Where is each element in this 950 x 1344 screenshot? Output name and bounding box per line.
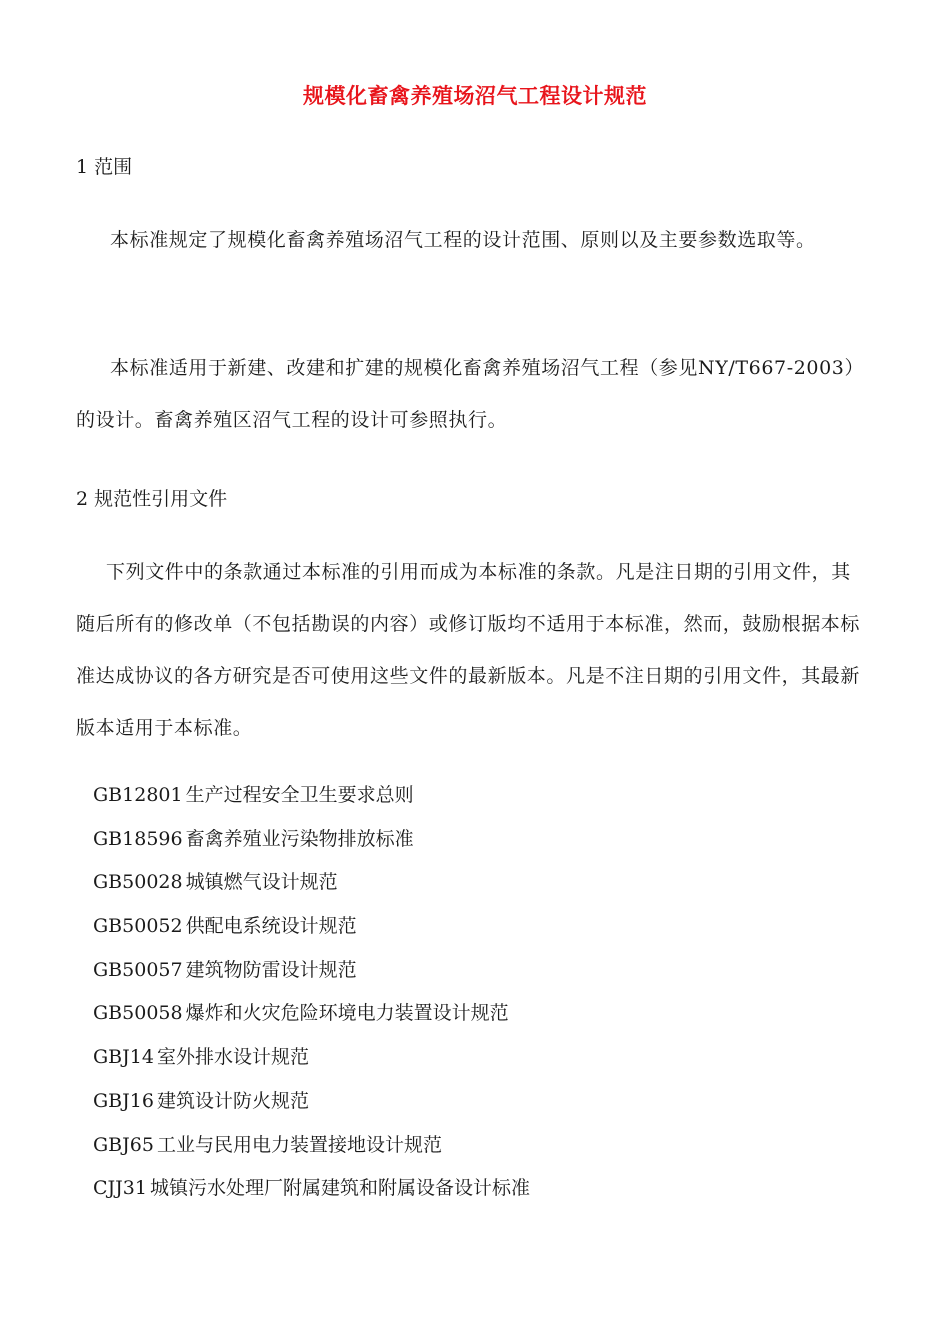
- reference-code: GB50058: [93, 1002, 183, 1025]
- reference-code: GB12801: [93, 784, 183, 806]
- reference-code: GBJ16: [93, 1089, 154, 1112]
- references-intro-paragraph: 下列文件中的条款通过本标准的引用而成为本标准的条款。凡是注日期的引用文件，其随后所有的修改单（不包括勘误的内容）或修订版均不适用于本标准，然而，鼓励根据本标准达成协议的各方研究是否可使用这些文件的最新版本。凡是不注日期的引用文件，其最新版本适用于本标准。: [76, 561, 861, 739]
- reference-name: 工业与民用电力装置接地设计规范: [156, 1133, 442, 1156]
- reference-name: 供配电系统设计规范: [185, 915, 357, 938]
- reference-code: GB18596: [93, 827, 183, 850]
- reference-name: 建筑设计防火规范: [156, 1089, 309, 1112]
- reference-item: [93, 824, 530, 868]
- reference-name: 城镇污水处理厂附属建筑和附属设备设计标准: [149, 1177, 530, 1200]
- reference-code: GBJ14: [93, 1046, 154, 1069]
- section-heading-scope: 1 范围: [76, 156, 133, 178]
- reference-item: [93, 998, 530, 1042]
- reference-name: 室外排水设计规范: [156, 1046, 309, 1069]
- reference-item: [93, 780, 530, 824]
- reference-code: CJJ31: [93, 1177, 147, 1200]
- reference-item: [93, 911, 530, 955]
- reference-name: 城镇燃气设计规范: [185, 871, 338, 894]
- reference-code: GB50052: [93, 915, 183, 938]
- reference-item: [93, 1086, 530, 1130]
- scope-paragraph-2: 本标准适用于新建、改建和扩建的规模化畜禽养殖场沼气工程（参见NY/T667-2003）的设计。畜禽养殖区沼气工程的设计可参照执行。: [76, 357, 865, 431]
- document-title: 规模化畜禽养殖场沼气工程设计规范: [303, 84, 647, 108]
- reference-item: [93, 955, 530, 999]
- reference-name: 爆炸和火灾危险环境电力装置设计规范: [185, 1002, 509, 1025]
- reference-name: 建筑物防雷设计规范: [185, 958, 357, 981]
- reference-name: 畜禽养殖业污染物排放标准: [185, 827, 414, 850]
- reference-code: GB50057: [93, 958, 183, 981]
- reference-item: [93, 867, 530, 911]
- reference-item: [93, 1042, 530, 1086]
- scope-paragraph-1: 本标准规定了规模化畜禽养殖场沼气工程的设计范围、原则以及主要参数选取等。: [110, 229, 816, 251]
- reference-item: [93, 1173, 530, 1217]
- reference-item: [93, 1130, 530, 1174]
- reference-list: [93, 780, 530, 1217]
- section-heading-normative-references: 2 规范性引用文件: [76, 488, 228, 510]
- reference-code: GBJ65: [93, 1133, 154, 1156]
- reference-name: 生产过程安全卫生要求总则: [185, 784, 414, 806]
- reference-code: GB50028: [93, 871, 183, 894]
